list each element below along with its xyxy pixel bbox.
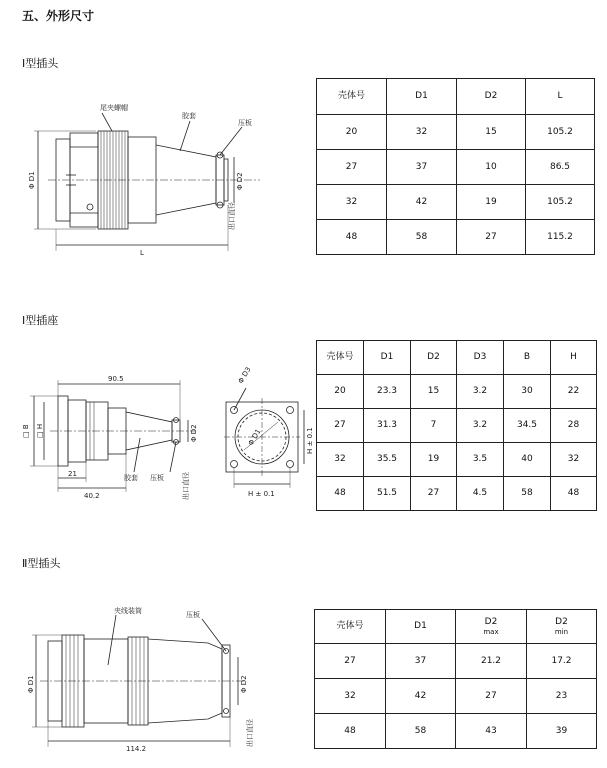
table-row [317, 443, 597, 477]
plug2-table [314, 609, 597, 749]
section-title: 五、外形尺寸 [22, 9, 95, 23]
table-cell: 27 [411, 477, 457, 511]
socket1-header-cell: D1 [364, 341, 411, 375]
table-cell: 27 [315, 644, 386, 679]
table-cell: 19 [411, 443, 457, 477]
socket1-outlet-label: 出口直径 [182, 472, 190, 500]
table-cell: 17.2 [527, 644, 597, 679]
table-row [315, 679, 597, 714]
plug2-header-main: D2 [555, 617, 568, 627]
plug1-drawing [30, 95, 300, 260]
socket1-rubber-label: 胶套 [124, 474, 138, 482]
table-cell: 105.2 [526, 115, 595, 150]
table-cell: 20 [317, 115, 387, 150]
socket1-header-cell: D2 [411, 341, 457, 375]
table-cell: 10 [457, 150, 526, 185]
table-cell: 22 [551, 375, 597, 409]
table-cell: 40 [504, 443, 551, 477]
plug2-len-label: 114.2 [126, 745, 147, 753]
table-cell: 105.2 [526, 185, 595, 220]
table-cell: 86.5 [526, 150, 595, 185]
table-cell: 3.2 [457, 375, 504, 409]
table-cell: 19 [457, 185, 526, 220]
table-row [317, 150, 595, 185]
table-cell: 3.5 [457, 443, 504, 477]
table-cell: 39 [527, 714, 597, 749]
plug2-header-main: D2 [484, 617, 498, 627]
plug1-d2-label: Φ D2 [236, 172, 244, 190]
table-cell: 58 [386, 714, 456, 749]
table-cell: 37 [387, 150, 457, 185]
socket1-header-cell: D3 [457, 341, 504, 375]
socket1-d3-label: Φ D3 [236, 365, 253, 385]
plug2-press-plate-label: 压板 [186, 611, 200, 619]
socket1-d2-label: Φ D2 [190, 424, 198, 442]
table-cell: 48 [317, 477, 364, 511]
table-cell: 48 [551, 477, 597, 511]
table-cell: 27 [317, 409, 364, 443]
plug1-rubber-label: 胶套 [182, 112, 196, 120]
socket1-len-total: 90.5 [108, 375, 124, 383]
plug2-outlet-label: 出口直径 [246, 719, 254, 747]
socket1-len-40: 40.2 [84, 492, 100, 500]
table-row [317, 185, 595, 220]
table-cell: 3.2 [457, 409, 504, 443]
table-row [317, 115, 595, 150]
table-cell: 32 [551, 443, 597, 477]
plug1-header-cell: D1 [387, 79, 457, 115]
table-cell: 115.2 [526, 220, 595, 255]
plug1-table [316, 78, 595, 255]
table-cell: 51.5 [364, 477, 411, 511]
table-cell: 20 [317, 375, 364, 409]
table-cell: 28 [551, 409, 597, 443]
table-cell: 32 [317, 443, 364, 477]
socket1-d1-label: Φ D1 [246, 427, 263, 447]
plug2-d1-label: Φ D1 [27, 675, 35, 693]
table-row [317, 375, 597, 409]
table-cell: 58 [387, 220, 457, 255]
table-cell: 32 [315, 679, 386, 714]
socket1-h-tol-v-label: H ± 0.1 [306, 427, 314, 454]
socket1-header-cell: 壳体号 [317, 341, 364, 375]
table-cell: 27 [317, 150, 387, 185]
plug2-clamp-label: 夹线装筒 [114, 607, 142, 615]
plug2-header-cell [386, 610, 456, 644]
table-cell: 31.3 [364, 409, 411, 443]
table-cell: 15 [457, 115, 526, 150]
socket1-press-plate-label: 压板 [150, 474, 164, 482]
socket1-b-label: □ B [22, 424, 30, 438]
plug2-drawing [27, 605, 300, 755]
table-row [315, 714, 597, 749]
socket1-drawing [20, 365, 314, 508]
table-cell: 42 [387, 185, 457, 220]
table-cell: 7 [411, 409, 457, 443]
table-cell: 4.5 [457, 477, 504, 511]
plug2-header-sub: max [483, 628, 499, 636]
plug2-header-main: 壳体号 [336, 621, 364, 631]
plug2-header-cell [315, 610, 386, 644]
plug1-tail-nut-label: 尾夹螺帽 [100, 104, 128, 112]
table-cell: 21.2 [456, 644, 527, 679]
plug2-d2-label: Φ D2 [240, 675, 248, 693]
table-cell: 43 [456, 714, 527, 749]
plug2-header-sub: min [554, 628, 569, 636]
table-row [317, 220, 595, 255]
plug2-header-cell [456, 610, 527, 644]
table-cell: 42 [386, 679, 456, 714]
table-cell: 37 [386, 644, 456, 679]
table-cell: 32 [387, 115, 457, 150]
table-row [317, 409, 597, 443]
table-row [317, 477, 597, 511]
plug2-header-main: D1 [414, 621, 427, 631]
plug1-l-label: L [140, 249, 144, 257]
table-cell: 48 [317, 220, 387, 255]
plug1-header-cell: 壳体号 [317, 79, 387, 115]
plug2-header-cell [527, 610, 597, 644]
plug1-d1-label: Φ D1 [28, 171, 36, 189]
table-row [315, 644, 597, 679]
plug1-press-plate-label: 压板 [238, 119, 252, 127]
table-cell: 48 [315, 714, 386, 749]
socket1-len-21: 21 [68, 470, 77, 478]
table-cell: 15 [411, 375, 457, 409]
table-cell: 30 [504, 375, 551, 409]
table-cell: 23.3 [364, 375, 411, 409]
table-cell: 32 [317, 185, 387, 220]
table-cell: 27 [457, 220, 526, 255]
table-cell: 27 [456, 679, 527, 714]
plug1-outlet-label: 出口直径 [228, 202, 236, 230]
socket1-h-label: □ H [36, 423, 44, 438]
socket1-h-tol-label: H ± 0.1 [248, 490, 275, 498]
socket1-header-cell: B [504, 341, 551, 375]
plug2-title: Ⅱ型插头 [22, 557, 61, 570]
socket1-table [316, 340, 597, 511]
socket1-header-cell: H [551, 341, 597, 375]
plug1-title: Ⅰ型插头 [22, 57, 59, 70]
table-cell: 58 [504, 477, 551, 511]
table-cell: 35.5 [364, 443, 411, 477]
plug1-header-cell: D2 [457, 79, 526, 115]
plug1-header-cell: L [526, 79, 595, 115]
socket1-title: Ⅰ型插座 [22, 314, 59, 327]
table-cell: 34.5 [504, 409, 551, 443]
table-cell: 23 [527, 679, 597, 714]
